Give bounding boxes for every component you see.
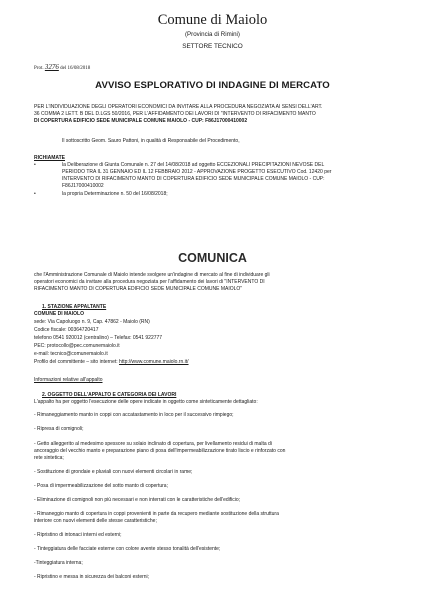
oggetto-item: - Ripristino e messa in sicurezza dei balconi esterni; bbox=[34, 574, 150, 580]
richiamate-item: PERIODO TRA IL 31 GENNAIO ED IL 12 FEBBRAIO 2012 - APPROVAZIONE PROGETTO ESECUTIVO Cod. 12420 per bbox=[62, 169, 332, 175]
oggetto-item: ancoraggio del vecchio manto e preparazione piano di posa dell'impermeabilizzazione tirato liscio e rinforzato con bbox=[34, 448, 286, 454]
province-subtitle: (Provincia di Rimini) bbox=[184, 31, 240, 38]
oggetto-item: interiore con nuovi elementi delle stesse caratteristiche; bbox=[34, 518, 157, 524]
richiamate-item: INTERVENTO DI RIFACIMENTO MANTO DI COPERTURA EDIFICIO SEDE MUNICIPALE COMUNE MAIOLO - CUP: bbox=[62, 176, 325, 182]
oggetto-item: - Rimaneggio manto di copertura in coppi provenienti in parte da recupero mediante sostituzione della struttura bbox=[34, 511, 279, 517]
richiamate-item: F86J17000410002 bbox=[62, 183, 104, 189]
oggetto-intro: L'appalto ha per oggetto l'esecuzione delle opere indicate in oggetto come sinteticamente dettagliato: bbox=[34, 399, 258, 405]
protocol-number: 3276 bbox=[44, 63, 59, 71]
richiamate-item-bullet: • bbox=[34, 191, 36, 197]
municipality-title: Comune di Maiolo bbox=[157, 12, 268, 28]
oggetto-heading: 2. OGGETTO DELL'APPALTO E CATEGORIA DEI LAVORI bbox=[42, 392, 177, 398]
notice-title: AVVISO ESPLORATIVO DI INDAGINE DI MERCATO bbox=[95, 80, 330, 91]
oggetto-item: - Eliminazione di comignoli non più necessari e non interrati con le caratteristiche dell'edificio; bbox=[34, 497, 241, 503]
stazione-email: e-mail: tecnico@comunemaiolo.it bbox=[34, 351, 108, 357]
stazione-phone: telefono 0541 920012 (centralino) – Telefax: 0541 922777 bbox=[34, 335, 163, 341]
stazione-heading: 1. STAZIONE APPALTANTE bbox=[42, 304, 107, 310]
intro-line-3: DI COPERTURA EDIFICIO SEDE MUNICIPALE COMUNE MAIOLO - CUP: F86J17000410002 bbox=[34, 118, 248, 124]
profile-label: Profilo del committente – sito internet: bbox=[34, 359, 120, 365]
stazione-profile bbox=[34, 359, 189, 366]
oggetto-item: - Rimaneggiamento manto in coppi con accatastamento in loco per il successivo rimpiego; bbox=[34, 412, 234, 418]
stazione-cf: Codice fiscale: 00364720417 bbox=[34, 327, 99, 333]
sector-title: SETTORE TECNICO bbox=[182, 43, 243, 50]
richiamate-item-bullet: • bbox=[34, 162, 36, 168]
stazione-pec: PEC: protocollo@pec.comunemaiolo.it bbox=[34, 343, 120, 349]
richiamate-item: la Deliberazione di Giunta Comunale n. 27 del 14/08/2018 ad oggetto ECCEZIONALI PRECIPITAZIONI NEVOSE DEL bbox=[62, 162, 325, 168]
richiamate-item: la propria Determinazione n. 50 del 16/08/2018; bbox=[62, 191, 168, 197]
protocol-line bbox=[34, 63, 90, 71]
oggetto-item: rete sintetica; bbox=[34, 455, 64, 461]
richiamate-label: RICHIAMATE bbox=[34, 155, 66, 161]
comunica-line-1: che l'Amministrazione Comunale di Maiolo intende svolgere un'indagine di mercato al fine di individuare gli bbox=[34, 272, 270, 278]
comunica-heading: COMUNICA bbox=[178, 251, 247, 265]
protocol-label: Prot. bbox=[34, 66, 44, 71]
signatory-text: Il sottoscritto Geom. Sauro Pattoni, in qualità di Responsabile del Procedimento, bbox=[62, 138, 240, 144]
info-heading: Informazioni relative all'appalto bbox=[34, 377, 103, 383]
oggetto-item: - Sostituzione di grondaie e pluviali con nuovi elementi circolari in rame; bbox=[34, 469, 193, 475]
oggetto-item: - Ripristino di intonaci interni ed esterni; bbox=[34, 532, 122, 538]
oggetto-item: -Tinteggiatura interna; bbox=[34, 560, 83, 566]
comunica-line-3: RIFACIMENTO MANTO DI COPERTURA EDIFICIO SEDE MUNICIPALE COMUNE MAIOLO" bbox=[34, 286, 243, 292]
intro-line-2: 36 COMMA 2 LETT. B DEL D.LGS 50/2016, PER L'AFFIDAMENTO DEI LAVORI DI "INTERVENTO DI RIFACIMENTO MANTO bbox=[34, 111, 316, 117]
comunica-line-2: operatori economici da invitare alla procedura negoziata per l'affidamento dei lavori di "INTERVENTO DI bbox=[34, 279, 265, 285]
profile-link[interactable]: http://www.comune.maiolo.rn.it/ bbox=[119, 359, 189, 365]
oggetto-item: - Ripresa di comignoli; bbox=[34, 426, 84, 432]
stazione-name: COMUNE DI MAIOLO bbox=[34, 311, 84, 317]
protocol-date: del 16/08/2018 bbox=[60, 66, 91, 71]
stazione-address: sede: Via Capoluogo n. 9, Cap. 47862 - Maiolo (RN) bbox=[34, 319, 150, 325]
oggetto-item: - Getto alleggerito al medesimo spessore su solaio inclinato di copertura, per livellamento residui di malta di bbox=[34, 441, 272, 447]
intro-line-1: PER L'INDIVIDUAZIONE DEGLI OPERATORI ECONOMICI DA INVITARE ALLA PROCEDURA NEGOZIATA AI SENSI DELL'ART. bbox=[34, 104, 323, 110]
oggetto-item: - Tinteggiatura delle facciate esterne con colore avente stesso tonalità dell'esistente; bbox=[34, 546, 221, 552]
oggetto-item: - Posa di impermeabilizzazione del sotto manto di copertura; bbox=[34, 483, 168, 489]
